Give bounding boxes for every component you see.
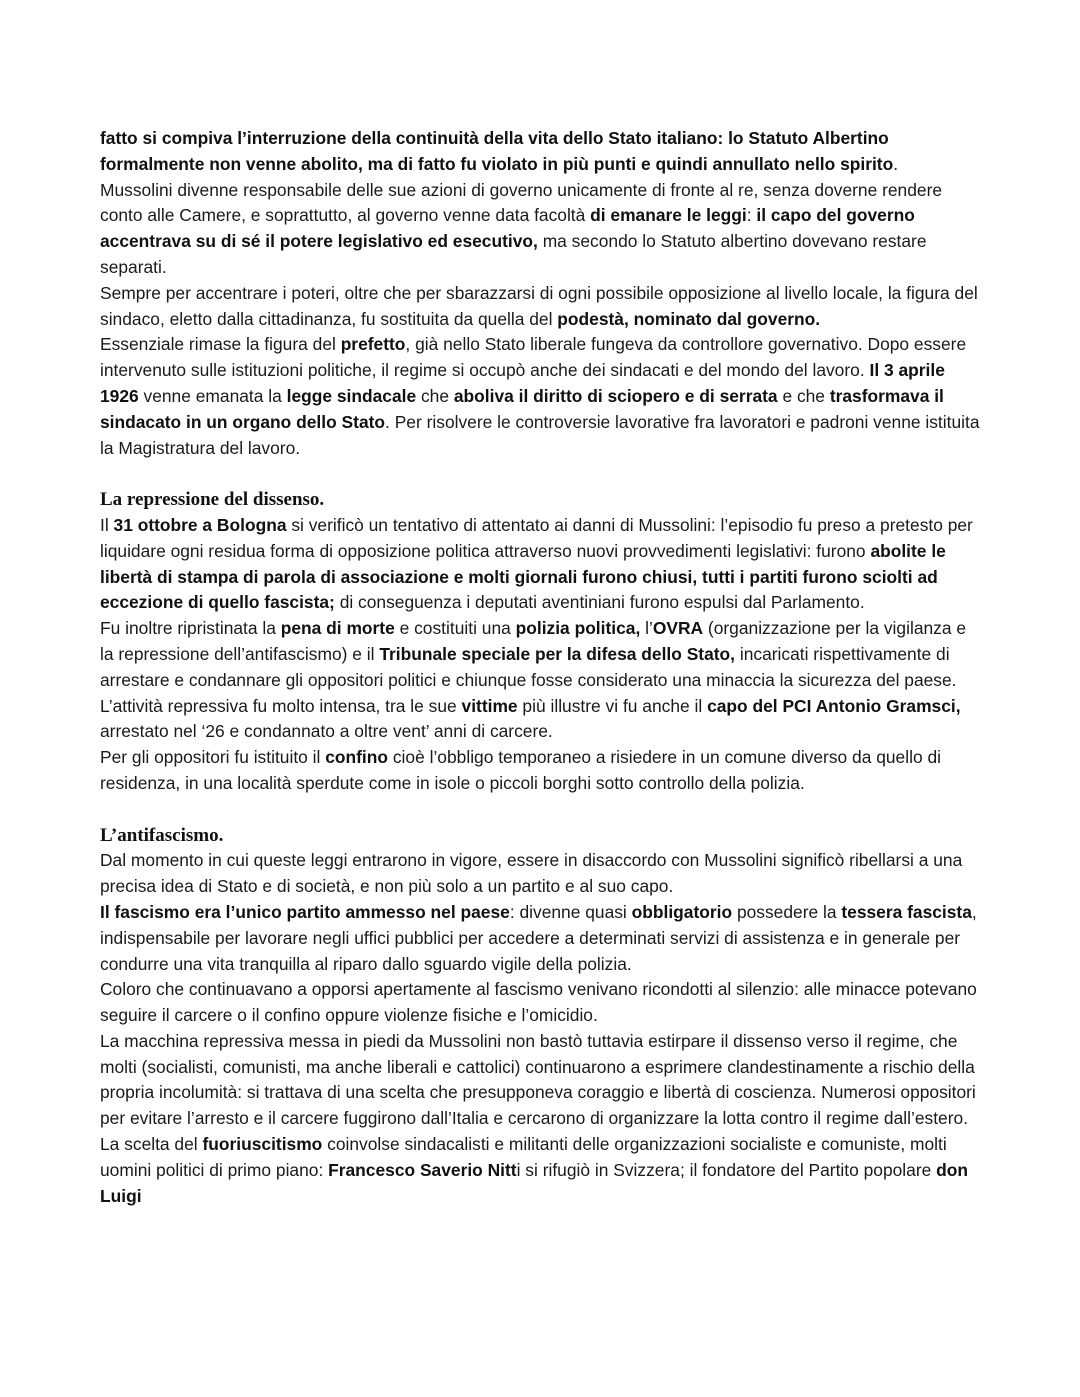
text-run: La macchina repressiva messa in piedi da Mussolini non bastò tuttavia estirpare il dissenso verso il regime, che molti (socialisti, comunisti, ma anche liberali e cattolici) continuarono a esprimere clandestinamente a rischio della propria incolumità: si trattava di una scelta che presupponeva coraggio e libertà di coscienza. Numerosi oppositori per evitare l’arresto e il carcere fuggirono dall’Italia e cercarono di organizzare la lotta contro il regime dall’estero. La scelta del (100, 1030, 976, 1155)
text-run: Il (100, 514, 114, 535)
text-run: Per gli oppositori fu istituito il (100, 747, 326, 768)
text-run: incaricati rispettivamente di arrestare e condannare gli oppositori politici e chiunque fosse considerato una minaccia la sicurezza del paese. (100, 643, 957, 690)
bold-text-run: fuoriuscitismo (202, 1134, 323, 1155)
bold-text-run: podestà, nominato dal governo. (557, 308, 821, 329)
text-run: di conseguenza i deputati aventiniani furono espulsi dal Parlamento. (334, 592, 865, 613)
bold-text-run: fatto si compiva l’interruzione della continuità della vita dello Stato italiano: lo Statuto Albertino formalmente non venne abolito, ma di fatto fu violato in più punti e quindi annullato nello spirito (100, 128, 894, 174)
bold-text-run: Tribunale speciale per la difesa dello Stato, (379, 643, 736, 664)
text-run: L’attività repressiva fu molto intensa, tra le sue (100, 695, 462, 716)
paragraph (100, 281, 980, 333)
text-run: , indispensabile per lavorare negli uffici pubblici per accedere a determinati servizi di assistenza e in generale per condurre una vita tranquilla al riparo dallo sguardo vigile della polizia. (100, 901, 977, 974)
paragraph (100, 513, 980, 616)
text-run: Coloro che continuavano a opporsi apertamente al fascismo venivano ricondotti al silenzio: alle minacce potevano seguire il carcere o il confino oppure violenze fisiche e l’omicidio. (100, 979, 977, 1026)
text-run: i si rifugiò in Svizzera; il fondatore del Partito popolare (516, 1159, 937, 1180)
text-run: Essenziale rimase la figura del (100, 334, 341, 355)
bold-text-run: confino (325, 747, 389, 768)
text-run: venne emanata la (138, 385, 287, 406)
bold-text-run: di emanare le leggi (590, 205, 747, 226)
paragraph (100, 178, 980, 281)
paragraph (100, 848, 980, 900)
bold-text-run: abolite le libertà di stampa di parola di associazione e molti giornali furono chiusi, tutti i partiti furono sciolti ad eccezione di quello fascista; (100, 540, 946, 613)
text-run: arrestato nel ‘26 e condannato a oltre vent’ anni di carcere. (100, 721, 553, 742)
text-run: l’ (640, 618, 653, 639)
paragraph (100, 694, 980, 746)
text-run: e che (777, 385, 830, 406)
text-run: cioè l’obbligo temporaneo a risiedere in un comune diverso da quello di residenza, in una località sperdute come in isole o piccoli borghi sotto controllo della polizia. (100, 747, 941, 793)
bold-text-run: Il fascismo era l’unico partito ammesso nel paese (100, 901, 510, 922)
paragraph (100, 126, 980, 178)
paragraph (100, 900, 980, 977)
text-run: Fu inoltre ripristinata la (100, 618, 281, 639)
bold-text-run: don Luigi (100, 1159, 969, 1206)
bold-text-run: OVRA (652, 618, 704, 639)
paragraph (100, 332, 980, 461)
bold-text-run: obbligatorio (631, 901, 733, 922)
text-run: più illustre vi fu anche il (517, 695, 708, 716)
bold-text-run: capo del PCI Antonio Gramsci, (707, 695, 961, 716)
section-heading: L’antifascismo. (100, 824, 224, 846)
bold-text-run: aboliva il diritto di sciopero e di serrata (453, 385, 778, 406)
section-heading: La repressione del dissenso. (100, 489, 325, 511)
bold-text-run: tessera fascista (841, 901, 972, 922)
text-run: Mussolini divenne responsabile delle sue azioni di governo unicamente di fronte al re, senza doverne rendere conto alle Camere, e soprattutto, al governo venne data facoltà (100, 179, 943, 226)
bold-text-run: pena di morte (280, 618, 395, 639)
text-run: . (893, 153, 899, 174)
section-repressione (100, 487, 980, 797)
intro-block (100, 126, 980, 461)
bold-text-run: legge sindacale (286, 385, 417, 406)
paragraph (100, 977, 980, 1029)
bold-text-run: Francesco Saverio Nitt (328, 1159, 517, 1180)
section-antifascismo (100, 823, 980, 1210)
text-run: : (746, 205, 757, 226)
text-run: : divenne quasi (509, 901, 632, 922)
text-run: Sempre per accentrare i poteri, oltre che per sbarazzarsi di ogni possibile opposizione al livello locale, la figura del sindaco, eletto dalla cittadinanza, fu sostituita da quella del (100, 282, 978, 329)
text-run: coinvolse sindacalisti e militanti delle organizzazioni socialiste e comuniste, molti uomini politici di primo piano: (100, 1134, 947, 1180)
text-run: , già nello Stato liberale fungeva da controllore governativo. Dopo essere intervenuto sulle istituzioni politiche, il regime si occupò anche dei sindacati e del mondo del lavoro. (100, 334, 967, 381)
text-run: ma secondo lo Statuto albertino dovevano restare separati. (100, 231, 927, 277)
paragraph (100, 1029, 980, 1210)
bold-text-run: 31 ottobre a Bologna (113, 514, 287, 535)
paragraph (100, 616, 980, 693)
text-run: Dal momento in cui queste leggi entrarono in vigore, essere in disaccordo con Mussolini significò ribellarsi a una precisa idea di Stato e di società, e non più solo a un partito e al suo capo. (100, 850, 963, 897)
text-run: che (416, 385, 454, 406)
bold-text-run: vittime (461, 695, 518, 716)
text-run: . Per risolvere le controversie lavorative fra lavoratori e padroni venne istituita la Magistratura del lavoro. (100, 411, 980, 458)
paragraph (100, 745, 980, 797)
bold-text-run: trasformava il sindacato in un organo dello Stato (100, 385, 944, 432)
text-run: e costituiti una (394, 618, 516, 639)
text-run: si verificò un tentativo di attentato ai danni di Mussolini: l’episodio fu preso a pretesto per liquidare ogni residua forma di opposizione politica attraverso nuovi provvedimenti legislativi: furono (100, 514, 973, 561)
bold-text-run: prefetto (340, 334, 406, 355)
bold-text-run: Il 3 aprile 1926 (100, 360, 945, 406)
document-page (100, 126, 980, 1209)
text-run: possedere la (732, 901, 842, 922)
bold-text-run: il capo del governo accentrava su di sé il potere legislativo ed esecutivo, (100, 205, 915, 252)
text-run: (organizzazione per la vigilanza e la repressione dell’antifascismo) e il (100, 618, 967, 664)
bold-text-run: polizia politica, (515, 618, 641, 639)
